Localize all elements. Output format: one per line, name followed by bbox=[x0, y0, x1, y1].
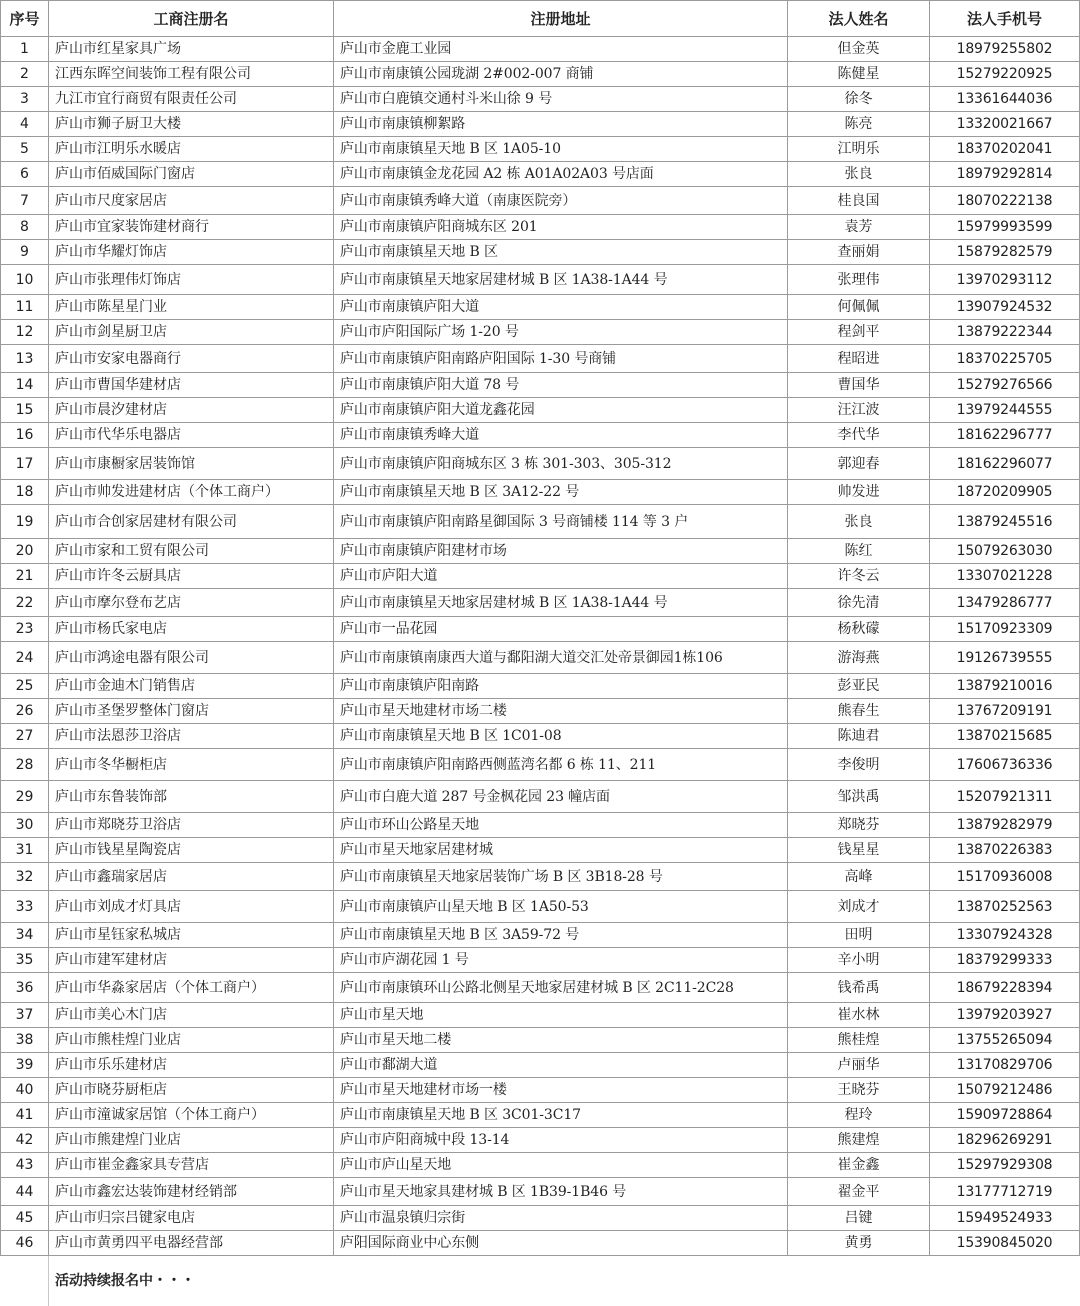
cell-phone: 13879282979 bbox=[930, 813, 1080, 838]
cell-no: 27 bbox=[1, 724, 49, 749]
cell-company: 庐山市杨氏家电店 bbox=[49, 617, 334, 642]
cell-phone: 13870226383 bbox=[930, 838, 1080, 863]
cell-address: 庐山市南康镇秀峰大道（南康医院旁） bbox=[334, 187, 788, 215]
table-row bbox=[1, 617, 1080, 642]
cell-company: 庐山市黄勇四平电器经营部 bbox=[49, 1231, 334, 1256]
cell-address: 庐山市星天地 bbox=[334, 1003, 788, 1028]
cell-address: 庐山市南康镇环山公路北侧星天地家居建材城 B 区 2C11-2C28 bbox=[334, 973, 788, 1003]
table-row bbox=[1, 37, 1080, 62]
cell-address: 庐山市星天地二楼 bbox=[334, 1028, 788, 1053]
cell-company: 庐山市佰威国际门窗店 bbox=[49, 162, 334, 187]
table-row bbox=[1, 948, 1080, 973]
table-row bbox=[1, 215, 1080, 240]
table-row bbox=[1, 265, 1080, 295]
cell-phone: 15170923309 bbox=[930, 617, 1080, 642]
cell-legal-name: 许冬云 bbox=[788, 564, 930, 589]
cell-phone: 13870252563 bbox=[930, 891, 1080, 923]
cell-company: 庐山市晓芬厨柜店 bbox=[49, 1078, 334, 1103]
cell-address: 庐山市南康镇星天地家居建材城 B 区 1A38-1A44 号 bbox=[334, 265, 788, 295]
cell-legal-name: 崔金鑫 bbox=[788, 1153, 930, 1178]
cell-phone: 13979203927 bbox=[930, 1003, 1080, 1028]
cell-legal-name: 张良 bbox=[788, 162, 930, 187]
table-row bbox=[1, 295, 1080, 320]
cell-phone: 15207921311 bbox=[930, 781, 1080, 813]
table-row bbox=[1, 162, 1080, 187]
cell-legal-name: 辛小明 bbox=[788, 948, 930, 973]
header-row bbox=[1, 1, 1080, 37]
cell-address: 庐山市星天地建材市场一楼 bbox=[334, 1078, 788, 1103]
table-row bbox=[1, 891, 1080, 923]
cell-phone: 17606736336 bbox=[930, 749, 1080, 781]
cell-company: 庐山市钱星星陶瓷店 bbox=[49, 838, 334, 863]
cell-company: 庐山市尺度家居店 bbox=[49, 187, 334, 215]
cell-address: 庐山市南康镇星天地 B 区 3C01-3C17 bbox=[334, 1103, 788, 1128]
cell-phone: 18070222138 bbox=[930, 187, 1080, 215]
cell-address: 庐山市庐湖花园 1 号 bbox=[334, 948, 788, 973]
cell-legal-name: 邹洪禹 bbox=[788, 781, 930, 813]
cell-address: 庐山市南康镇公园珑湖 2#002-007 商铺 bbox=[334, 62, 788, 87]
cell-company: 庐山市狮子厨卫大楼 bbox=[49, 112, 334, 137]
cell-legal-name: 钱希禹 bbox=[788, 973, 930, 1003]
cell-legal-name: 陈迪君 bbox=[788, 724, 930, 749]
table-row bbox=[1, 1028, 1080, 1053]
table-row bbox=[1, 87, 1080, 112]
cell-company: 庐山市华淼家居店（个体工商户） bbox=[49, 973, 334, 1003]
cell-legal-name: 徐冬 bbox=[788, 87, 930, 112]
cell-legal-name: 江明乐 bbox=[788, 137, 930, 162]
cell-no: 6 bbox=[1, 162, 49, 187]
cell-phone: 15279220925 bbox=[930, 62, 1080, 87]
cell-legal-name: 黄勇 bbox=[788, 1231, 930, 1256]
table-row bbox=[1, 1128, 1080, 1153]
cell-legal-name: 吕键 bbox=[788, 1206, 930, 1231]
cell-address: 庐山市南康镇庐山星天地 B 区 1A50-53 bbox=[334, 891, 788, 923]
cell-no: 12 bbox=[1, 320, 49, 345]
cell-no: 7 bbox=[1, 187, 49, 215]
cell-legal-name: 游海燕 bbox=[788, 642, 930, 674]
cell-company: 庐山市安家电器商行 bbox=[49, 345, 334, 373]
cell-no: 20 bbox=[1, 539, 49, 564]
cell-no: 29 bbox=[1, 781, 49, 813]
cell-company: 庐山市宜家装饰建材商行 bbox=[49, 215, 334, 240]
cell-no: 37 bbox=[1, 1003, 49, 1028]
cell-company: 庐山市帅发进建材店（个体工商户） bbox=[49, 480, 334, 505]
cell-phone: 18370225705 bbox=[930, 345, 1080, 373]
cell-phone: 15079212486 bbox=[930, 1078, 1080, 1103]
cell-address: 庐山市白鹿大道 287 号金枫花园 23 幢店面 bbox=[334, 781, 788, 813]
cell-phone: 18296269291 bbox=[930, 1128, 1080, 1153]
cell-legal-name: 郭迎春 bbox=[788, 448, 930, 480]
cell-no: 11 bbox=[1, 295, 49, 320]
cell-address: 庐阳国际商业中心东侧 bbox=[334, 1231, 788, 1256]
cell-company: 庐山市陈星星门业 bbox=[49, 295, 334, 320]
cell-legal-name: 程昭进 bbox=[788, 345, 930, 373]
cell-no: 24 bbox=[1, 642, 49, 674]
header-company: 工商注册名 bbox=[49, 1, 334, 37]
cell-legal-name: 帅发进 bbox=[788, 480, 930, 505]
table-row bbox=[1, 1053, 1080, 1078]
cell-no: 45 bbox=[1, 1206, 49, 1231]
cell-no: 36 bbox=[1, 973, 49, 1003]
cell-address: 庐山市南康镇秀峰大道 bbox=[334, 423, 788, 448]
table-row bbox=[1, 674, 1080, 699]
cell-company: 庐山市金迪木门销售店 bbox=[49, 674, 334, 699]
table-row bbox=[1, 373, 1080, 398]
cell-address: 庐山市庐阳国际广场 1-20 号 bbox=[334, 320, 788, 345]
cell-legal-name: 钱星星 bbox=[788, 838, 930, 863]
cell-legal-name: 陈健星 bbox=[788, 62, 930, 87]
cell-no: 14 bbox=[1, 373, 49, 398]
cell-address: 庐山市南康镇庐阳商城东区 201 bbox=[334, 215, 788, 240]
cell-no: 30 bbox=[1, 813, 49, 838]
table-row bbox=[1, 1153, 1080, 1178]
cell-address: 庐山市一品花园 bbox=[334, 617, 788, 642]
cell-company: 庐山市星钰家私城店 bbox=[49, 923, 334, 948]
table-body bbox=[1, 37, 1080, 1256]
table-row bbox=[1, 973, 1080, 1003]
cell-company: 庐山市华耀灯饰店 bbox=[49, 240, 334, 265]
cell-address: 庐山市南康镇金龙花园 A2 栋 A01A02A03 号店面 bbox=[334, 162, 788, 187]
cell-company: 庐山市潼诚家居馆（个体工商户） bbox=[49, 1103, 334, 1128]
cell-phone: 19126739555 bbox=[930, 642, 1080, 674]
cell-no: 44 bbox=[1, 1178, 49, 1206]
cell-no: 34 bbox=[1, 923, 49, 948]
cell-no: 43 bbox=[1, 1153, 49, 1178]
cell-phone: 18370202041 bbox=[930, 137, 1080, 162]
table-row bbox=[1, 1103, 1080, 1128]
cell-address: 庐山市温泉镇归宗街 bbox=[334, 1206, 788, 1231]
cell-address: 庐山市南康镇星天地 B 区 3A12-22 号 bbox=[334, 480, 788, 505]
header-address: 注册地址 bbox=[334, 1, 788, 37]
cell-legal-name: 曹国华 bbox=[788, 373, 930, 398]
cell-no: 31 bbox=[1, 838, 49, 863]
cell-address: 庐山市南康镇庐阳南路西侧蓝湾名都 6 栋 11、211 bbox=[334, 749, 788, 781]
cell-legal-name: 杨秋礞 bbox=[788, 617, 930, 642]
cell-address: 庐山市南康镇庐阳大道 bbox=[334, 295, 788, 320]
table-row bbox=[1, 724, 1080, 749]
cell-address: 庐山市庐山星天地 bbox=[334, 1153, 788, 1178]
cell-phone: 13879245516 bbox=[930, 505, 1080, 539]
cell-legal-name: 袁芳 bbox=[788, 215, 930, 240]
cell-company: 庐山市江明乐水暖店 bbox=[49, 137, 334, 162]
cell-no: 26 bbox=[1, 699, 49, 724]
cell-legal-name: 高峰 bbox=[788, 863, 930, 891]
cell-phone: 15909728864 bbox=[930, 1103, 1080, 1128]
cell-legal-name: 王晓芬 bbox=[788, 1078, 930, 1103]
cell-company: 庐山市合创家居建材有限公司 bbox=[49, 505, 334, 539]
cell-no: 28 bbox=[1, 749, 49, 781]
cell-legal-name: 卢丽华 bbox=[788, 1053, 930, 1078]
cell-address: 庐山市南康镇庐阳建材市场 bbox=[334, 539, 788, 564]
cell-company: 庐山市刘成才灯具店 bbox=[49, 891, 334, 923]
cell-address: 庐山市星天地家具建材城 B 区 1B39-1B46 号 bbox=[334, 1178, 788, 1206]
cell-legal-name: 张理伟 bbox=[788, 265, 930, 295]
table-row bbox=[1, 749, 1080, 781]
cell-phone: 13979244555 bbox=[930, 398, 1080, 423]
cell-phone: 13307021228 bbox=[930, 564, 1080, 589]
table-row bbox=[1, 480, 1080, 505]
header-phone: 法人手机号 bbox=[930, 1, 1080, 37]
table-row bbox=[1, 699, 1080, 724]
cell-phone: 15979993599 bbox=[930, 215, 1080, 240]
cell-no: 19 bbox=[1, 505, 49, 539]
cell-phone: 13307924328 bbox=[930, 923, 1080, 948]
cell-company: 九江市宜行商贸有限责任公司 bbox=[49, 87, 334, 112]
cell-address: 庐山市星天地家居建材城 bbox=[334, 838, 788, 863]
cell-phone: 15390845020 bbox=[930, 1231, 1080, 1256]
cell-address: 庐山市南康镇星天地 B 区 1A05-10 bbox=[334, 137, 788, 162]
cell-company: 庐山市鸿途电器有限公司 bbox=[49, 642, 334, 674]
cell-address: 庐山市南康镇庐阳大道龙鑫花园 bbox=[334, 398, 788, 423]
table-row bbox=[1, 863, 1080, 891]
cell-legal-name: 汪江波 bbox=[788, 398, 930, 423]
cell-company: 庐山市熊桂煌门业店 bbox=[49, 1028, 334, 1053]
cell-phone: 18979292814 bbox=[930, 162, 1080, 187]
table-row bbox=[1, 589, 1080, 617]
table-row bbox=[1, 1003, 1080, 1028]
table-row bbox=[1, 398, 1080, 423]
header-no: 序号 bbox=[1, 1, 49, 37]
cell-no: 32 bbox=[1, 863, 49, 891]
cell-company: 庐山市红星家具广场 bbox=[49, 37, 334, 62]
cell-address: 庐山市南康镇星天地 B 区 bbox=[334, 240, 788, 265]
cell-address: 庐山市白鹿镇交通村斗米山徐 9 号 bbox=[334, 87, 788, 112]
cell-legal-name: 张良 bbox=[788, 505, 930, 539]
cell-address: 庐山市南康镇庐阳南路星御国际 3 号商铺楼 114 等 3 户 bbox=[334, 505, 788, 539]
cell-phone: 13879210016 bbox=[930, 674, 1080, 699]
cell-address: 庐山市南康镇庐阳南路 bbox=[334, 674, 788, 699]
cell-no: 13 bbox=[1, 345, 49, 373]
table-row bbox=[1, 423, 1080, 448]
cell-address: 庐山市庐阳大道 bbox=[334, 564, 788, 589]
table-row bbox=[1, 813, 1080, 838]
cell-phone: 15170936008 bbox=[930, 863, 1080, 891]
cell-legal-name: 程剑平 bbox=[788, 320, 930, 345]
cell-company: 庐山市曹国华建材店 bbox=[49, 373, 334, 398]
cell-company: 庐山市法恩莎卫浴店 bbox=[49, 724, 334, 749]
cell-no: 39 bbox=[1, 1053, 49, 1078]
cell-address: 庐山市南康镇星天地 B 区 1C01-08 bbox=[334, 724, 788, 749]
cell-phone: 13907924532 bbox=[930, 295, 1080, 320]
header-legal-name: 法人姓名 bbox=[788, 1, 930, 37]
cell-legal-name: 陈红 bbox=[788, 539, 930, 564]
table-row bbox=[1, 112, 1080, 137]
cell-company: 庐山市归宗吕键家电店 bbox=[49, 1206, 334, 1231]
cell-company: 庐山市乐乐建材店 bbox=[49, 1053, 334, 1078]
cell-address: 庐山市南康镇星天地家居建材城 B 区 1A38-1A44 号 bbox=[334, 589, 788, 617]
cell-company: 庐山市建军建材店 bbox=[49, 948, 334, 973]
cell-phone: 13870215685 bbox=[930, 724, 1080, 749]
footer-blank bbox=[1, 1256, 49, 1306]
cell-legal-name: 何佩佩 bbox=[788, 295, 930, 320]
cell-company: 庐山市许冬云厨具店 bbox=[49, 564, 334, 589]
cell-phone: 13970293112 bbox=[930, 265, 1080, 295]
cell-no: 21 bbox=[1, 564, 49, 589]
cell-no: 15 bbox=[1, 398, 49, 423]
table-row bbox=[1, 62, 1080, 87]
cell-phone: 13170829706 bbox=[930, 1053, 1080, 1078]
cell-company: 庐山市美心木门店 bbox=[49, 1003, 334, 1028]
cell-no: 23 bbox=[1, 617, 49, 642]
cell-legal-name: 熊建煌 bbox=[788, 1128, 930, 1153]
cell-phone: 13879222344 bbox=[930, 320, 1080, 345]
cell-address: 庐山市南康镇庐阳大道 78 号 bbox=[334, 373, 788, 398]
cell-no: 1 bbox=[1, 37, 49, 62]
cell-legal-name: 翟金平 bbox=[788, 1178, 930, 1206]
cell-company: 庐山市崔金鑫家具专营店 bbox=[49, 1153, 334, 1178]
cell-address: 庐山市南康镇庐阳商城东区 3 栋 301-303、305-312 bbox=[334, 448, 788, 480]
cell-no: 25 bbox=[1, 674, 49, 699]
cell-no: 17 bbox=[1, 448, 49, 480]
cell-no: 10 bbox=[1, 265, 49, 295]
cell-company: 庐山市东鲁装饰部 bbox=[49, 781, 334, 813]
footer-row bbox=[1, 1256, 1080, 1306]
table-row bbox=[1, 240, 1080, 265]
cell-no: 46 bbox=[1, 1231, 49, 1256]
cell-no: 5 bbox=[1, 137, 49, 162]
cell-no: 40 bbox=[1, 1078, 49, 1103]
table-row bbox=[1, 448, 1080, 480]
cell-phone: 15297929308 bbox=[930, 1153, 1080, 1178]
cell-legal-name: 郑晓芬 bbox=[788, 813, 930, 838]
cell-company: 庐山市家和工贸有限公司 bbox=[49, 539, 334, 564]
cell-legal-name: 程玲 bbox=[788, 1103, 930, 1128]
cell-no: 2 bbox=[1, 62, 49, 87]
cell-company: 庐山市晨汐建材店 bbox=[49, 398, 334, 423]
cell-phone: 18379299333 bbox=[930, 948, 1080, 973]
table-row bbox=[1, 1206, 1080, 1231]
cell-no: 42 bbox=[1, 1128, 49, 1153]
cell-company: 庐山市代华乐电器店 bbox=[49, 423, 334, 448]
table-row bbox=[1, 187, 1080, 215]
table-row bbox=[1, 1178, 1080, 1206]
cell-legal-name: 徐先清 bbox=[788, 589, 930, 617]
cell-phone: 18162296077 bbox=[930, 448, 1080, 480]
cell-address: 庐山市鄱湖大道 bbox=[334, 1053, 788, 1078]
cell-no: 3 bbox=[1, 87, 49, 112]
cell-legal-name: 彭亚民 bbox=[788, 674, 930, 699]
cell-legal-name: 查丽娟 bbox=[788, 240, 930, 265]
table-row bbox=[1, 781, 1080, 813]
table-row bbox=[1, 320, 1080, 345]
cell-no: 9 bbox=[1, 240, 49, 265]
table-row bbox=[1, 838, 1080, 863]
table-row bbox=[1, 642, 1080, 674]
cell-company: 庐山市熊建煌门业店 bbox=[49, 1128, 334, 1153]
cell-legal-name: 熊春生 bbox=[788, 699, 930, 724]
cell-legal-name: 但金英 bbox=[788, 37, 930, 62]
cell-address: 庐山市环山公路星天地 bbox=[334, 813, 788, 838]
cell-phone: 13177712719 bbox=[930, 1178, 1080, 1206]
table-row bbox=[1, 505, 1080, 539]
cell-phone: 18679228394 bbox=[930, 973, 1080, 1003]
cell-no: 4 bbox=[1, 112, 49, 137]
cell-phone: 13320021667 bbox=[930, 112, 1080, 137]
cell-address: 庐山市金鹿工业园 bbox=[334, 37, 788, 62]
table-row bbox=[1, 564, 1080, 589]
cell-address: 庐山市南康镇星天地家居装饰广场 B 区 3B18-28 号 bbox=[334, 863, 788, 891]
cell-company: 庐山市郑晓芬卫浴店 bbox=[49, 813, 334, 838]
table-row bbox=[1, 539, 1080, 564]
cell-phone: 13755265094 bbox=[930, 1028, 1080, 1053]
cell-company: 庐山市摩尔登布艺店 bbox=[49, 589, 334, 617]
cell-legal-name: 熊桂煌 bbox=[788, 1028, 930, 1053]
cell-address: 庐山市南康镇柳絮路 bbox=[334, 112, 788, 137]
cell-company: 庐山市张理伟灯饰店 bbox=[49, 265, 334, 295]
cell-address: 庐山市南康镇星天地 B 区 3A59-72 号 bbox=[334, 923, 788, 948]
cell-address: 庐山市庐阳商城中段 13-14 bbox=[334, 1128, 788, 1153]
table-row bbox=[1, 345, 1080, 373]
cell-address: 庐山市星天地建材市场二楼 bbox=[334, 699, 788, 724]
cell-company: 庐山市鑫宏达装饰建材经销部 bbox=[49, 1178, 334, 1206]
cell-address: 庐山市南康镇庐阳南路庐阳国际 1-30 号商铺 bbox=[334, 345, 788, 373]
cell-phone: 15079263030 bbox=[930, 539, 1080, 564]
cell-phone: 15279276566 bbox=[930, 373, 1080, 398]
cell-no: 35 bbox=[1, 948, 49, 973]
cell-phone: 15949524933 bbox=[930, 1206, 1080, 1231]
cell-phone: 13479286777 bbox=[930, 589, 1080, 617]
cell-legal-name: 桂良国 bbox=[788, 187, 930, 215]
cell-phone: 13767209191 bbox=[930, 699, 1080, 724]
cell-legal-name: 崔水林 bbox=[788, 1003, 930, 1028]
cell-legal-name: 李代华 bbox=[788, 423, 930, 448]
cell-company: 庐山市鑫瑞家居店 bbox=[49, 863, 334, 891]
cell-phone: 18162296777 bbox=[930, 423, 1080, 448]
cell-address: 庐山市南康镇南康西大道与鄱阳湖大道交汇处帝景御园1栋106 bbox=[334, 642, 788, 674]
cell-phone: 18979255802 bbox=[930, 37, 1080, 62]
cell-no: 8 bbox=[1, 215, 49, 240]
cell-legal-name: 刘成才 bbox=[788, 891, 930, 923]
cell-company: 庐山市冬华橱柜店 bbox=[49, 749, 334, 781]
table-row bbox=[1, 137, 1080, 162]
cell-phone: 18720209905 bbox=[930, 480, 1080, 505]
footer-note: 活动持续报名中・・・ bbox=[49, 1256, 1080, 1306]
cell-no: 33 bbox=[1, 891, 49, 923]
cell-company: 庐山市圣堡罗整体门窗店 bbox=[49, 699, 334, 724]
cell-company: 庐山市康橱家居装饰馆 bbox=[49, 448, 334, 480]
table-row bbox=[1, 923, 1080, 948]
table-row bbox=[1, 1078, 1080, 1103]
cell-legal-name: 陈亮 bbox=[788, 112, 930, 137]
cell-phone: 13361644036 bbox=[930, 87, 1080, 112]
table-row bbox=[1, 1231, 1080, 1256]
cell-no: 22 bbox=[1, 589, 49, 617]
cell-no: 38 bbox=[1, 1028, 49, 1053]
cell-company: 庐山市剑星厨卫店 bbox=[49, 320, 334, 345]
cell-no: 41 bbox=[1, 1103, 49, 1128]
cell-phone: 15879282579 bbox=[930, 240, 1080, 265]
cell-legal-name: 田明 bbox=[788, 923, 930, 948]
cell-no: 18 bbox=[1, 480, 49, 505]
cell-legal-name: 李俊明 bbox=[788, 749, 930, 781]
cell-company: 江西东晖空间装饰工程有限公司 bbox=[49, 62, 334, 87]
cell-no: 16 bbox=[1, 423, 49, 448]
